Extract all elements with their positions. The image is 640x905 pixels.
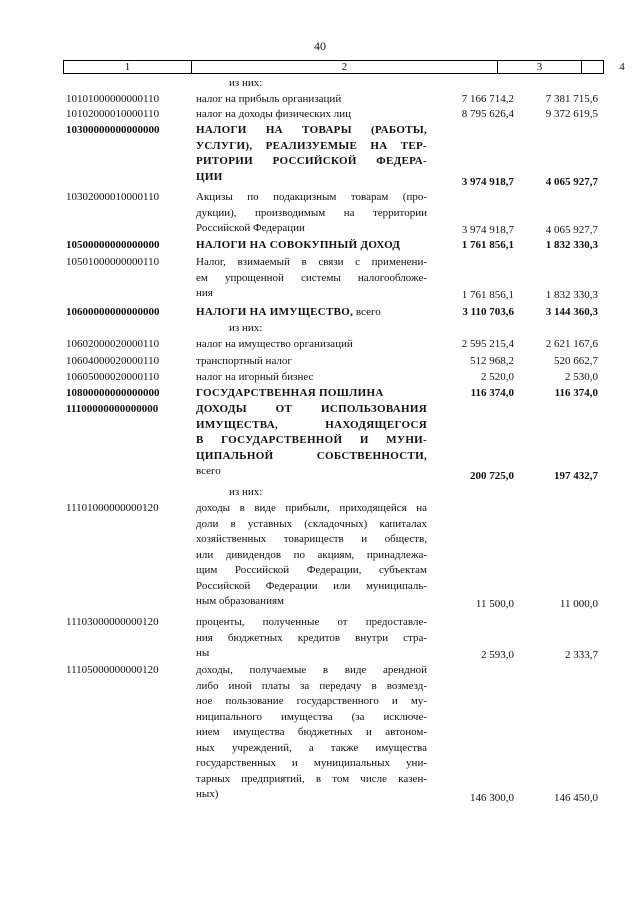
row-value-4: 146 450,0 xyxy=(554,792,598,804)
row-value-4: 520 662,7 xyxy=(554,355,598,367)
header-col-3: 3 xyxy=(498,61,582,73)
row-name xyxy=(196,663,427,803)
row-value-3: 8 795 626,4 xyxy=(461,108,514,120)
row-value-4: 2 333,7 xyxy=(565,649,598,661)
row-name xyxy=(196,501,427,610)
row-value-4: 11 000,0 xyxy=(559,598,598,610)
table-header xyxy=(63,60,625,74)
row-name-line: ное пользование государственного и му- xyxy=(196,695,427,707)
row-code: 10300000000000000 xyxy=(66,124,160,136)
row-name: налог на имущество организаций xyxy=(196,338,353,350)
row-code: 10605000020000110 xyxy=(66,371,160,383)
row-value-3: 146 300,0 xyxy=(470,792,514,804)
row-name-line: ных учреждений, а также имущества xyxy=(196,741,427,754)
row-name-line: ИМУЩЕСТВА, НАХОДЯЩЕГОСЯ xyxy=(196,418,427,431)
row-value-3: 2 593,0 xyxy=(481,649,514,661)
row-name-line: нием имущества бюджетных и автоном- xyxy=(196,726,427,738)
row-name: транспортный налог xyxy=(196,355,292,367)
row-value-3: 116 374,0 xyxy=(470,387,514,399)
row-name-line: проценты, полученные от предоставле- xyxy=(196,616,427,628)
row-name-tail: всего xyxy=(196,465,221,477)
row-name-line: ниципального имущества (за исключе- xyxy=(196,710,427,723)
header-col-4: 4 xyxy=(619,61,625,73)
row-value-3: 2 595 215,4 xyxy=(461,338,514,350)
page-number: 40 xyxy=(314,39,326,53)
row-name-line: ния бюджетных кредитов внутри стра- xyxy=(196,631,427,644)
row-value-4: 116 374,0 xyxy=(554,387,598,399)
row-name-line: щим Российской Федерации, субъектам xyxy=(196,564,427,576)
row-value-4: 3 144 360,3 xyxy=(545,306,598,318)
row-name-line: РИТОРИИ РОССИЙСКОЙ ФЕДЕРА- xyxy=(196,155,427,167)
row-value-4: 7 381 715,6 xyxy=(545,93,598,105)
row-name-line: хозяйственных товариществ и обществ, xyxy=(196,533,427,545)
row-value-3: 512 968,2 xyxy=(470,355,514,367)
subheading: из них: xyxy=(229,486,263,498)
row-name xyxy=(196,190,427,237)
row-name-line: Налог, взимаемый в связи с применени- xyxy=(196,256,427,268)
row-code: 10604000020000110 xyxy=(66,355,160,367)
row-name-line: ния xyxy=(196,287,213,299)
row-code: 10800000000000000 xyxy=(66,387,160,399)
row-value-3: 11 500,0 xyxy=(475,598,514,610)
row-value-4: 1 832 330,3 xyxy=(545,239,598,251)
row-name-line: ных) xyxy=(196,788,219,800)
row-value-3: 3 110 703,6 xyxy=(462,306,514,318)
row-code: 11103000000000120 xyxy=(66,616,159,628)
row-name-line: Российской Федерации xyxy=(196,222,305,234)
row-name-line: ЦИПАЛЬНОЙ СОБСТВЕННОСТИ, xyxy=(196,449,427,462)
subheading: из них: xyxy=(229,77,263,89)
row-name: НАЛОГИ НА СОВОКУПНЫЙ ДОХОД xyxy=(196,239,401,251)
row-name-line: ем упрощенной системы налогообложе- xyxy=(196,271,427,284)
row-code: 11100000000000000 xyxy=(66,403,159,415)
row-name-line: ным образованиям xyxy=(196,595,284,607)
row-code: 10101000000000110 xyxy=(66,93,160,105)
row-name-bold: НАЛОГИ НА ИМУЩЕСТВО, xyxy=(196,306,354,318)
row-name: налог на прибыль организаций xyxy=(196,93,342,105)
row-name: налог на игорный бизнес xyxy=(196,371,314,383)
header-col-1: 1 xyxy=(64,61,192,73)
row-value-3: 3 974 918,7 xyxy=(461,176,514,188)
row-name: ГОСУДАРСТВЕННАЯ ПОШЛИНА xyxy=(196,387,384,399)
row-name-line: ДОХОДЫ ОТ ИСПОЛЬЗОВАНИЯ xyxy=(196,403,427,415)
row-value-3: 7 166 714,2 xyxy=(461,93,514,105)
row-name-line: государственных и муниципальных уни- xyxy=(196,757,427,769)
row-value-3: 1 761 856,1 xyxy=(461,289,514,301)
row-code: 10102000010000110 xyxy=(66,108,160,120)
row-name-line: В ГОСУДАРСТВЕННОЙ И МУНИ- xyxy=(196,434,427,446)
row-name-line: доходы в виде прибыли, приходящейся на xyxy=(196,502,427,514)
row-name-line: УСЛУГИ), РЕАЛИЗУЕМЫЕ НА ТЕР- xyxy=(196,139,427,152)
row-name-line: ЦИИ xyxy=(196,170,223,183)
row-value-4: 1 832 330,3 xyxy=(545,289,598,301)
row-name-line: доли в уставных (складочных) капиталах xyxy=(196,517,427,530)
row-code: 11101000000000120 xyxy=(66,502,159,514)
row-name: налог на доходы физических лиц xyxy=(196,108,352,120)
subheading: из них: xyxy=(229,322,263,334)
row-code: 11105000000000120 xyxy=(66,664,159,676)
row-value-3: 200 725,0 xyxy=(470,470,514,482)
row-name-line: дукции), производимым на территории xyxy=(196,206,427,219)
row-value-4: 9 372 619,5 xyxy=(545,108,598,120)
row-value-3: 3 974 918,7 xyxy=(461,224,514,236)
row-code: 10501000000000110 xyxy=(66,256,160,268)
row-name xyxy=(196,615,427,662)
header-col-2: 2 xyxy=(192,61,498,73)
row-name-line: НАЛОГИ НА ТОВАРЫ (РАБОТЫ, xyxy=(196,124,427,136)
row-code: 10600000000000000 xyxy=(66,306,160,318)
row-name xyxy=(196,255,427,302)
row-name xyxy=(196,123,427,185)
row-value-4: 4 065 927,7 xyxy=(545,224,598,236)
row-value-4: 2 621 167,6 xyxy=(545,338,598,350)
row-name-line: ны xyxy=(196,647,210,659)
row-name-line: тарных предприятий, в том числе казен- xyxy=(196,772,427,785)
row-value-3: 1 761 856,1 xyxy=(461,239,514,251)
row-value-4: 197 432,7 xyxy=(554,470,598,482)
row-value-3: 2 520,0 xyxy=(481,371,514,383)
row-name xyxy=(196,402,427,480)
row-name-tail: всего xyxy=(353,306,381,318)
row-value-4: 2 530,0 xyxy=(565,371,598,383)
row-name-line: Российской Федерации или муниципаль- xyxy=(196,579,427,592)
row-name-line: или дивидендов по акциям, принадлежа- xyxy=(196,548,427,561)
row-code: 10302000010000110 xyxy=(66,191,160,203)
row-code: 10602000020000110 xyxy=(66,338,160,350)
row-name-line: Акцизы по подакцизным товарам (про- xyxy=(196,191,427,203)
row-code: 10500000000000000 xyxy=(66,239,160,251)
row-name xyxy=(196,305,427,321)
row-name-line: доходы, получаемые в виде арендной xyxy=(196,664,427,676)
row-value-4: 4 065 927,7 xyxy=(545,176,598,188)
row-name-line: либо иной платы за передачу в возмезд- xyxy=(196,679,427,692)
